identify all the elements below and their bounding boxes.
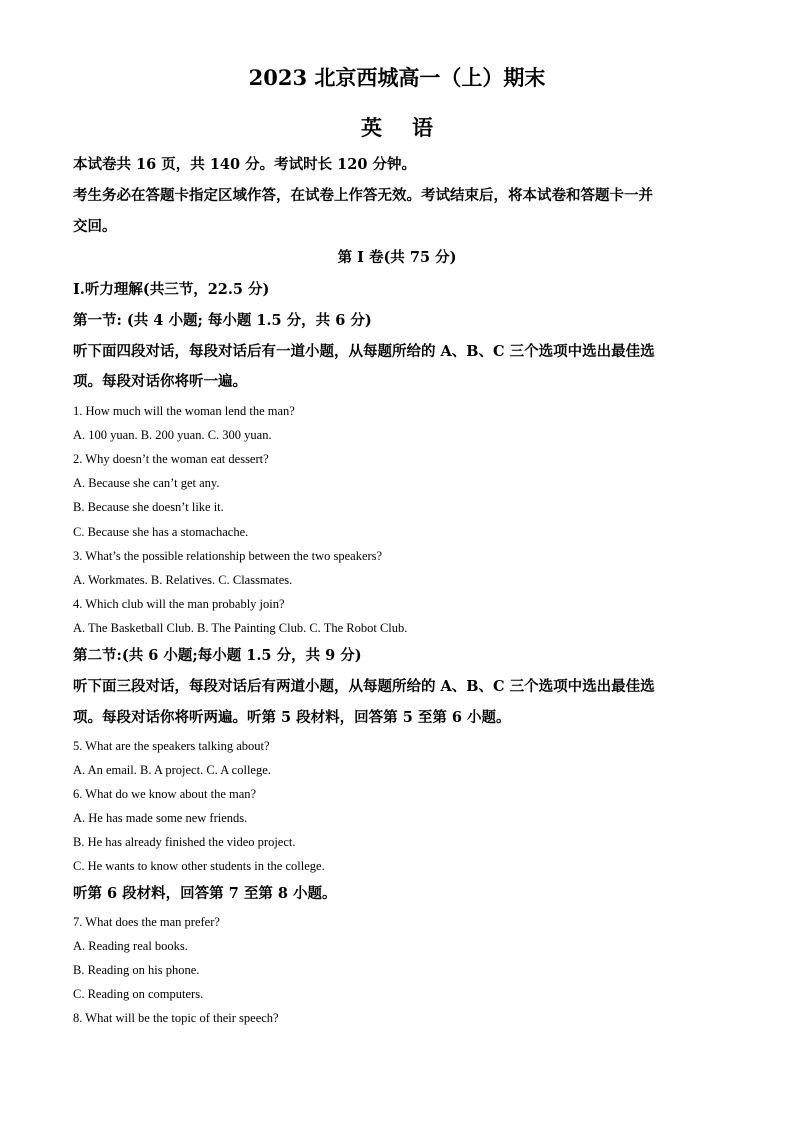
- options-line: A. An email. B. A project. C. A college.: [73, 763, 271, 777]
- intro-line-1: 本试卷共 16 页，共 140 分。考试时长 120 分钟。: [73, 156, 416, 173]
- question-line: 5. What are the speakers talking about?: [73, 739, 270, 753]
- intro-line-3: 交回。: [73, 218, 117, 235]
- option-line: C. Because she has a stomachache.: [73, 525, 249, 539]
- question-line: 3. What’s the possible relationship between the two speakers?: [73, 549, 383, 563]
- question-line: 7. What does the man prefer?: [73, 915, 220, 929]
- options-line: A. Workmates. B. Relatives. C. Classmates.: [73, 573, 293, 587]
- section-1-instruction-cont: 项。每段对话你将听一遍。: [73, 373, 247, 390]
- intro-line-2: 考生务必在答题卡指定区域作答，在试卷上作答无效。考试结束后，将本试卷和答题卡一并: [73, 187, 653, 204]
- section-1-heading: 第一节: (共 4 小题; 每小题 1.5 分，共 6 分): [73, 312, 372, 329]
- option-line: B. Because she doesn’t like it.: [73, 500, 224, 514]
- question-line: 4. Which club will the man probably join?: [73, 597, 285, 611]
- option-line: B. Reading on his phone.: [73, 963, 200, 977]
- section-2-heading: 第二节:(共 6 小题;每小题 1.5 分，共 9 分): [73, 647, 362, 664]
- subject-title: 英语: [361, 115, 463, 140]
- section-2-instruction: 听下面三段对话，每段对话后有两道小题，从每题所给的 A、B、C 三个选项中选出最佳选: [73, 678, 655, 695]
- question-line: 2. Why doesn’t the woman eat dessert?: [73, 452, 269, 466]
- options-line: A. 100 yuan. B. 200 yuan. C. 300 yuan.: [73, 428, 272, 442]
- question-line: 6. What do we know about the man?: [73, 787, 257, 801]
- part-heading: 第 I 卷(共 75 分): [337, 249, 457, 266]
- section-1-instruction: 听下面四段对话，每段对话后有一道小题，从每题所给的 A、B、C 三个选项中选出最佳选: [73, 343, 655, 360]
- question-line: 1. How much will the woman lend the man?: [73, 404, 295, 418]
- option-line: C. Reading on computers.: [73, 987, 204, 1001]
- option-line: C. He wants to know other students in the college.: [73, 859, 325, 873]
- option-line: A. Because she can’t get any.: [73, 476, 220, 490]
- option-line: A. He has made some new friends.: [73, 811, 248, 825]
- exam-title: 2023 北京西城高一（上）期末: [248, 65, 546, 90]
- question-line: 8. What will be the topic of their speech?: [73, 1011, 279, 1025]
- section-2-instruction-cont: 项。每段对话你将听两遍。听第 5 段材料，回答第 5 至第 6 小题。: [73, 709, 511, 726]
- material-6-instruction: 听第 6 段材料，回答第 7 至第 8 小题。: [73, 885, 337, 902]
- option-line: B. He has already finished the video project.: [73, 835, 296, 849]
- option-line: A. Reading real books.: [73, 939, 188, 953]
- options-line: A. The Basketball Club. B. The Painting Club. C. The Robot Club.: [73, 621, 408, 635]
- listening-section-heading: Ⅰ.听力理解(共三节，22.5 分): [73, 281, 270, 298]
